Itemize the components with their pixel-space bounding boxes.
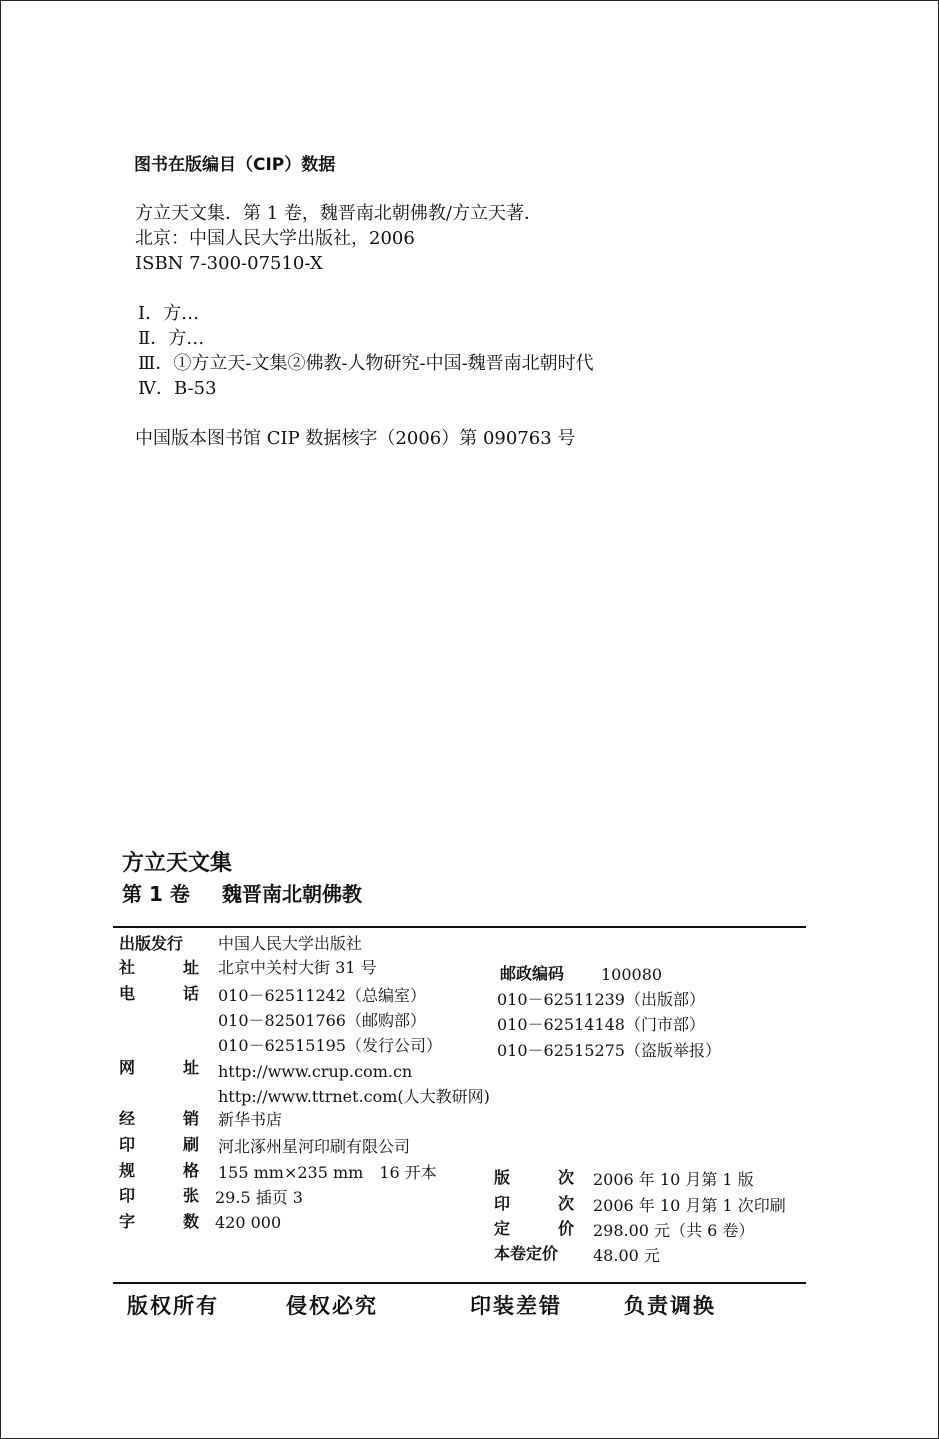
postcode-label: 邮政编码 [500,964,565,983]
cip-subject-1: Ⅰ．方… [138,303,200,324]
cip-line-publisher: 北京：中国人民大学出版社，2006 [135,228,415,249]
edition-label: 版 次 [494,1168,574,1187]
footer-rights: 版权所有 [127,1294,219,1318]
cip-line-title: 方立天文集．第 1 卷，魏晋南北朝佛教/方立天著． [135,203,542,224]
volume-price-label: 本卷定价 [494,1244,559,1263]
footer-misprint: 印装差错 [470,1294,562,1318]
series-title: 方立天文集 [122,851,233,876]
volume-price-value: 48.00 元 [593,1246,660,1265]
sheets-value: 29.5 插页 3 [215,1188,303,1207]
publisher-label: 出版发行 [119,934,184,953]
address-label: 社 址 [119,958,199,977]
footer-replace: 负责调换 [624,1294,716,1318]
printing-label: 印 次 [494,1194,574,1213]
price-label: 定 价 [494,1219,574,1238]
footer-infringement: 侵权必究 [286,1294,378,1318]
phone-right-1: 010－62511239（出版部） [497,990,705,1009]
distributor-value: 新华书店 [218,1110,283,1129]
distributor-label: 经 销 [119,1109,199,1128]
price-value: 298.00 元（共 6 卷） [593,1221,755,1240]
web-link-2[interactable]: http://www.ttrnet.com(人大教研网) [218,1087,490,1106]
printer-value: 河北涿州星河印刷有限公司 [218,1137,411,1156]
phone-right-2: 010－62514148（门市部） [497,1015,705,1034]
spec-value: 155 mm×235 mm 16 开本 [218,1163,437,1182]
web-label: 网 址 [119,1058,199,1077]
cip-approval: 中国版本图书馆 CIP 数据核字（2006）第 090763 号 [135,428,576,449]
printing-value: 2006 年 10 月第 1 次印刷 [593,1196,786,1215]
cip-subject-3: Ⅲ．①方立天-文集②佛教-人物研究-中国-魏晋南北朝时代 [138,353,594,374]
phone-value-3: 010－62515195（发行公司） [218,1036,442,1055]
printer-label: 印 刷 [119,1135,199,1154]
phone-value-1: 010－62511242（总编室） [218,986,426,1005]
phone-label: 电 话 [119,984,199,1003]
words-label: 字 数 [119,1212,199,1231]
words-value: 420 000 [215,1213,282,1232]
phone-right-3: 010－62515275（盗版举报） [497,1041,721,1060]
address-value: 北京中关村大街 31 号 [218,958,377,977]
volume-label: 第 1 卷 [122,882,190,906]
phone-value-2: 010－82501766（邮购部） [218,1011,426,1030]
cip-subject-4: Ⅳ．B-53 [138,378,217,399]
edition-value: 2006 年 10 月第 1 版 [593,1170,754,1189]
web-link-1[interactable]: http://www.crup.com.cn [218,1062,413,1081]
volume-title: 魏晋南北朝佛教 [222,882,362,906]
publisher-value: 中国人民大学出版社 [218,934,363,953]
postcode-value: 100080 [601,965,663,984]
spec-label: 规 格 [119,1161,199,1180]
bottom-rule [113,1282,806,1284]
top-rule [113,926,806,928]
cip-line-isbn: ISBN 7-300-07510-X [135,253,323,274]
cip-heading: 图书在版编目（CIP）数据 [134,155,336,175]
cip-subject-2: Ⅱ．方… [138,328,205,349]
sheets-label: 印 张 [119,1186,199,1205]
